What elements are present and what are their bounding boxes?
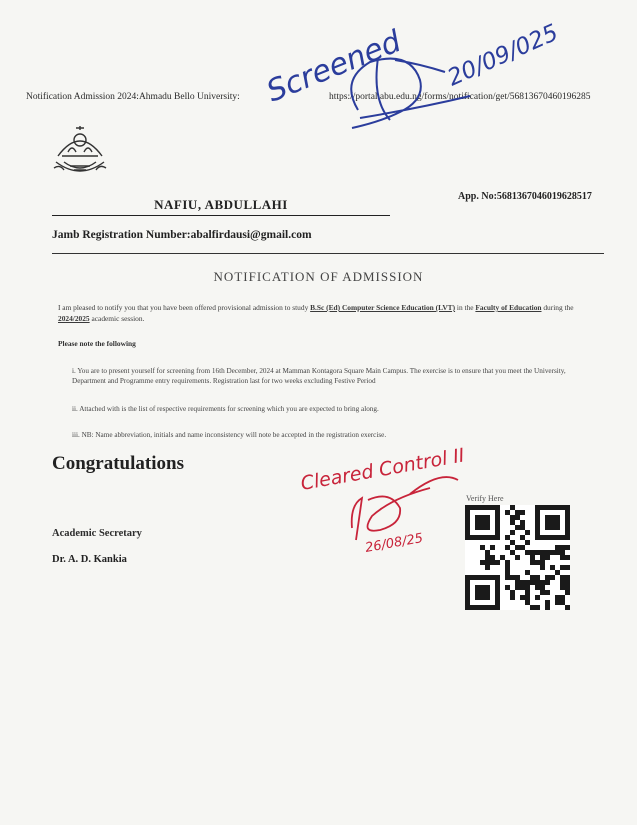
note-item-3: iii. NB: Name abbreviation, initials and name inconsistency will note be accepted in the registration exercise. xyxy=(72,431,387,439)
note-item-1: i. You are to present yourself for screening from 16th December, 2024 at Mamman Kontagora Square Main Campus. The exercise is to ensure that you meet the University, Department and Programme entry requirements. Registration last for two weeks excluding Festive Period xyxy=(72,367,566,385)
signatory-name: Dr. A. D. Kankia xyxy=(52,554,127,565)
screened-text: Screened xyxy=(261,24,407,110)
programme-name: B.Sc (Ed) Computer Science Education (LVT) xyxy=(310,303,456,312)
header-title: Notification Admission 2024:Ahmadu Bello University: xyxy=(26,92,240,102)
intro-paragraph xyxy=(58,302,578,324)
intro-text: in the xyxy=(455,303,476,312)
screened-date: 20/09/025 xyxy=(443,19,563,92)
verification-qr-code[interactable] xyxy=(465,505,570,610)
intro-text: during the xyxy=(541,303,574,312)
jamb-registration: Jamb Registration Number:abalfirdausi@gmail.com xyxy=(52,229,312,241)
note-item-2: ii. Attached with is the list of respective requirements for screening which you are expected to bring along. xyxy=(72,405,379,413)
divider xyxy=(52,253,604,254)
cleared-date: 26/08/25 xyxy=(364,531,425,556)
note-heading: Please note the following xyxy=(58,339,136,348)
intro-text: I am pleased to notify you that you have been offered provisional admission to study xyxy=(58,303,311,312)
faculty-name: Faculty of Education xyxy=(475,303,542,312)
intro-text: academic session. xyxy=(89,314,145,323)
signatory-title: Academic Secretary xyxy=(52,528,142,539)
application-number: App. No:5681367046019628517 xyxy=(458,191,592,202)
cleared-text: Cleared Control II xyxy=(299,444,467,495)
header-url[interactable]: https://portal.abu.edu.ng/forms/notification/get/56813670460196285 xyxy=(329,92,591,102)
applicant-name: NAFIU, ABDULLAHI xyxy=(154,197,288,212)
cleared-annotation xyxy=(299,444,467,556)
applicant-name-line xyxy=(52,196,390,216)
academic-session: 2024/2025 xyxy=(58,314,90,323)
university-logo-icon xyxy=(50,122,110,184)
verify-label: Verify Here xyxy=(466,494,504,503)
cleared-signature xyxy=(352,477,458,540)
document-title: NOTIFICATION OF ADMISSION xyxy=(213,269,424,284)
screened-annotation xyxy=(262,20,562,128)
congratulations-heading: Congratulations xyxy=(52,453,184,474)
